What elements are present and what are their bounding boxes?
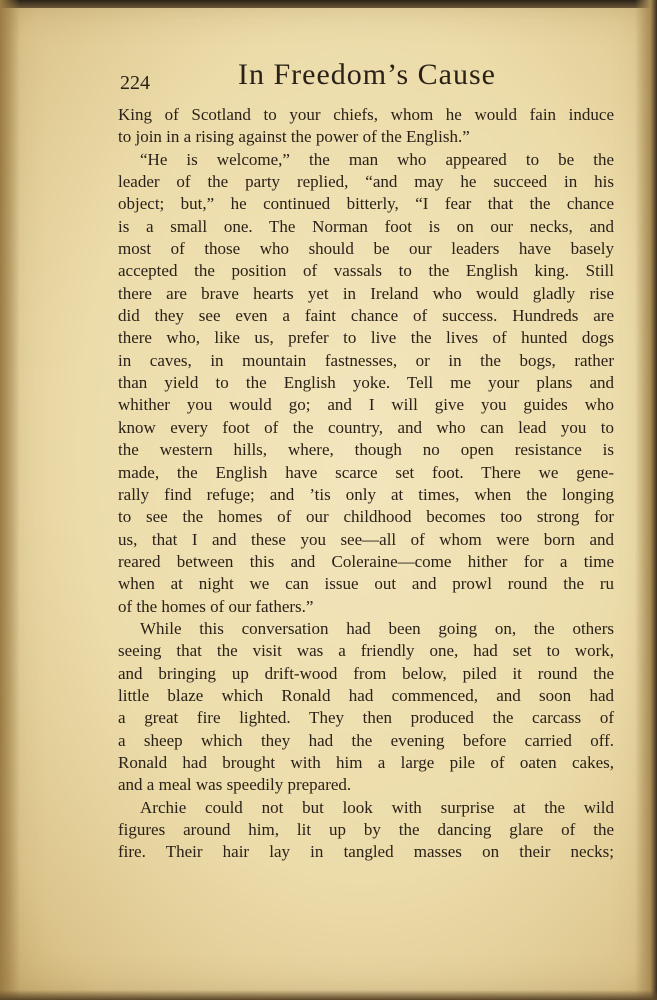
text-line: figures around him, lit up by the dancing glare of the [118,820,614,839]
body-text [118,104,614,864]
text-line: did they see even a faint chance of success. Hundreds are [118,306,614,326]
text-line: and a meal was speedily prepared. [118,775,352,795]
text-line: to join in a rising against the power of the English.” [118,127,470,147]
running-title: In Freedom’s Cause [238,58,496,91]
text-line: whither you would go; and I will give you guides who [118,395,614,415]
text-line: object; but,” he continued bitterly, “I fear that the chance [118,194,614,214]
text-line: accepted the position of vassals to the English king. Still [118,261,614,281]
text-line: leader of the party replied, “and may he succeed in his [118,172,614,192]
text-line: than yield to the English yoke. Tell me your plans and [118,373,614,393]
text-line: and bringing up drift-wood from below, piled it round the [118,663,614,683]
text-line: Ronald had brought with him a large pile of oaten cakes, [118,752,614,772]
text-line: to see the homes of our childhood becomes too strong for [118,507,614,527]
text-line: know every foot of the country, and who can lead you to [118,417,614,437]
text-line: us, that I and these you see—all of whom were born and [118,529,614,549]
text-line: the western hills, where, though no open resistance is [118,440,614,460]
text-line: is a small one. The Norman foot is on our necks, and [118,216,614,236]
text-line: fire. Their hair lay in tangled masses on their necks; [118,842,614,862]
page-header [118,58,618,98]
text-line: when at night we can issue out and prowl round the ru [118,574,614,594]
text-line: a great fire lighted. They then produced the carcass of [118,708,614,728]
text-line: there who, like us, prefer to live the lives of hunted dogs [118,328,614,348]
text-line: most of those who should be our leaders have basely [118,239,614,259]
page-gutter-shadow [0,0,20,1000]
text-line: made, the English have scarce set foot. There we gene- [118,462,614,482]
text-line: a sheep which they had the evening before carried off. [118,730,614,750]
text-line: While this conversation had been going on, the others [140,618,614,638]
text-line: Archie could not but look with surprise at the wild [140,797,614,817]
text-line: rally find refuge; and ’tis only at times, when the longing [118,484,614,504]
text-line: there are brave hearts yet in Ireland who would gladly rise [118,283,614,303]
text-line: in caves, in mountain fastnesses, or in the bogs, rather [118,350,614,370]
page-top-edge [0,0,657,8]
text-line: of the homes of our fathers.” [118,596,314,616]
page-right-edge [635,0,657,1000]
text-line: “He is welcome,” the man who appeared to be the [140,149,614,169]
text-line: King of Scotland to your chiefs, whom he would fain induce [118,105,614,124]
page-bottom-edge [0,990,657,1000]
text-line: reared between this and Coleraine—come hither for a time [118,551,614,571]
text-line: seeing that the visit was a friendly one, had set to work, [118,641,614,661]
page-number: 224 [120,72,150,94]
text-line: little blaze which Ronald had commenced, and soon had [118,685,614,705]
